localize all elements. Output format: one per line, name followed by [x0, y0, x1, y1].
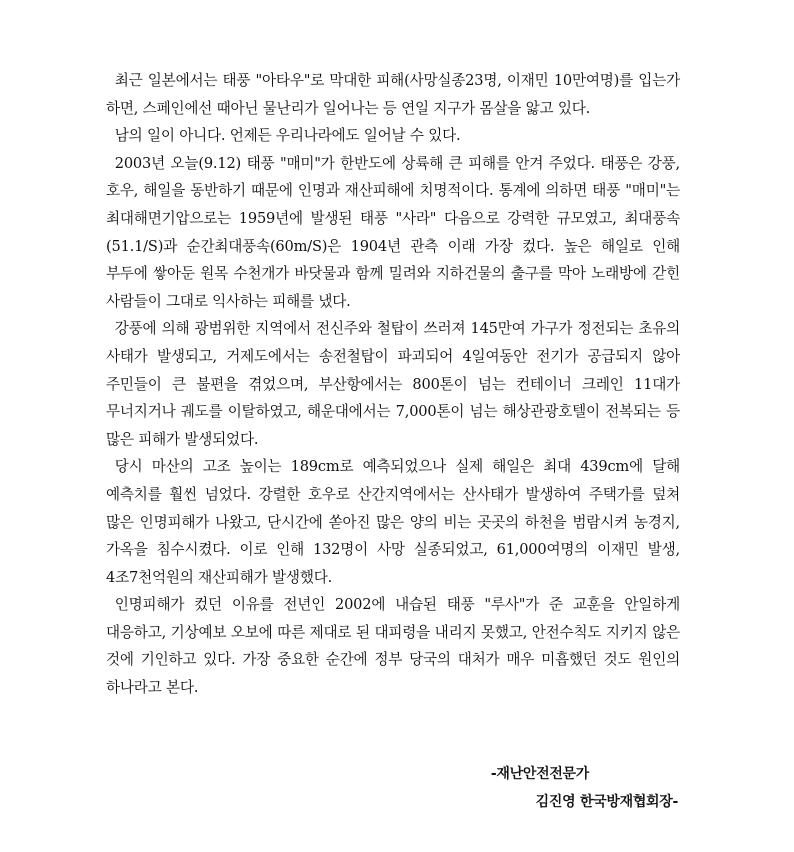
- article-body: [106, 67, 680, 702]
- paragraph-3: 2003년 오늘(9.12) 태풍 "매미"가 한반도에 상륙해 큰 피해를 안겨 주었다. 태풍은 강풍, 호우, 해일을 동반하기 때문에 인명과 재산피해에 치명적이다. 통계에 의하면 태풍 "매미"는 최대해면기압으로는 1959년에 발생된 태풍 "사라" 다음으로 강력한 규모였고, 최대풍속(51.1/S)과 순간최대풍속(60m/S)은 1904년 관측 이래 가장 컸다. 높은 해일로 인해 부두에 쌓아둔 원목 수천개가 바닷물과 함께 밀려와 지하건물의 출구를 막아 노래방에 갇힌 사람들이 그대로 익사하는 피해를 냈다.: [106, 154, 680, 310]
- paragraph-4: 강풍에 의해 광범위한 지역에서 전신주와 철탑이 쓰러져 145만여 가구가 정전되는 초유의 사태가 발생되고, 거제도에서는 송전철탑이 파괴되어 4일여동안 전기가 공급되지 않아 주민들이 큰 불편을 겪었으며, 부산항에서는 800톤이 넘는 컨테이너 크레인 11대가 무너지거나 궤도를 이탈하였고, 해운대에서는 7,000톤이 넘는 해상관광호텔이 전복되는 등 많은 피해가 발생되었다.: [106, 320, 680, 448]
- paragraph-1: 최근 일본에서는 태풍 "아타우"로 막대한 피해(사망실종23명, 이재민 10만여명)를 입는가 하면, 스페인에선 때아닌 물난리가 일어나는 등 연일 지구가 몸살을 앓고 있다.: [106, 72, 680, 117]
- author-title: -재난안전전문가: [490, 766, 589, 782]
- paragraph-6: 인명피해가 컸던 이유를 전년인 2002에 내습된 태풍 "루사"가 준 교훈을 안일하게 대응하고, 기상예보 오보에 따른 제대로 된 대피령을 내리지 못했고, 안전수칙도 지키지 않은 것에 기인하고 있다. 가장 중요한 순간에 정부 당국의 대처가 매우 미흡했던 것도 원인의 하나라고 본다.: [106, 596, 680, 697]
- paragraph-2: 남의 일이 아니다. 언제든 우리나라에도 일어날 수 있다.: [114, 127, 461, 145]
- author-name: 김진영 한국방재협회장-: [535, 794, 678, 810]
- paragraph-5: 당시 마산의 고조 높이는 189cm로 예측되었으나 실제 해일은 최대 439cm에 달해 예측치를 훨씬 넘었다. 강렬한 호우로 산간지역에서는 산사태가 발생하여 주택가를 덮쳐 많은 인명피해가 나왔고, 단시간에 쏟아진 많은 양의 비는 곳곳의 하천을 범람시켜 농경지, 가옥을 침수시켰다. 이로 인해 132명이 사망 실종되었고, 61,000여명의 이재민 발생, 4조7천억원의 재산피해가 발생했다.: [106, 458, 680, 586]
